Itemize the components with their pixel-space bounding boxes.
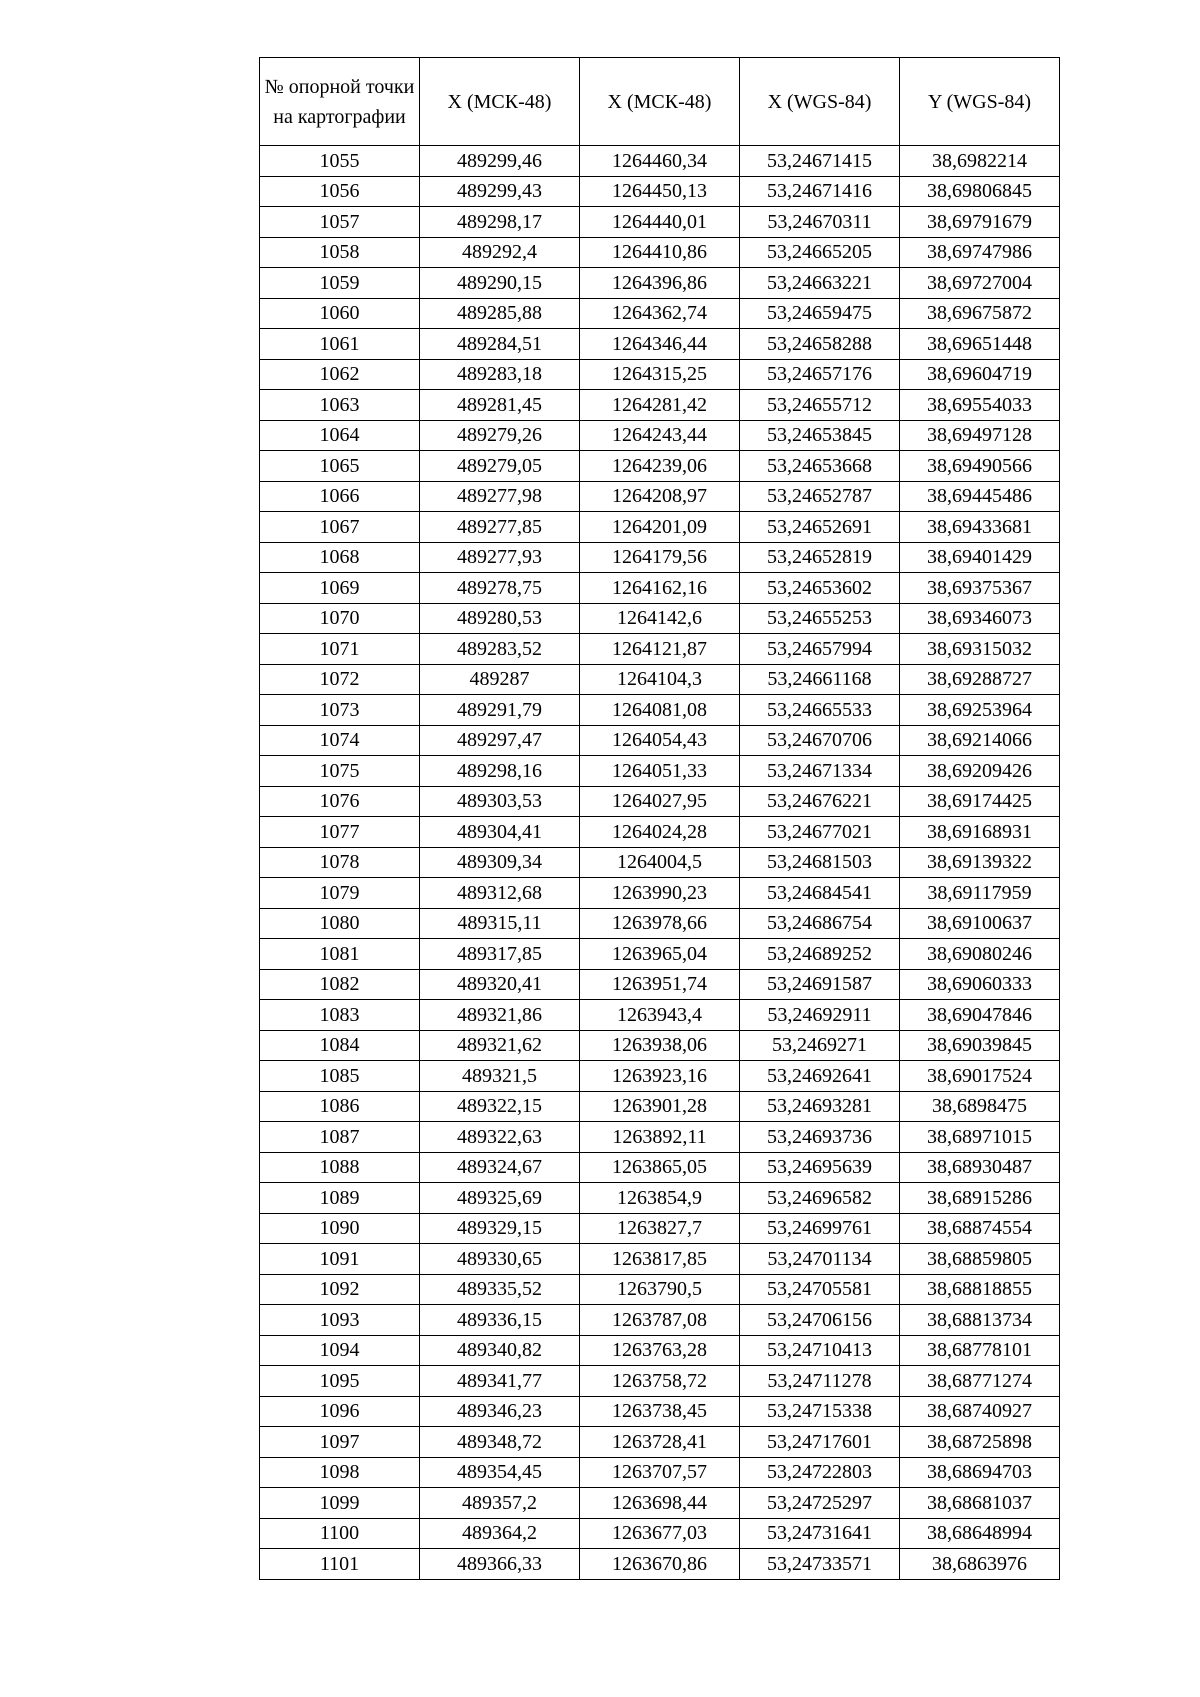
table-row xyxy=(260,1366,1060,1397)
table-row xyxy=(260,1488,1060,1519)
cell-x-msk48: 489299,43 xyxy=(420,176,580,207)
cell-x-wgs84: 53,24689252 xyxy=(740,939,900,970)
table-row xyxy=(260,1305,1060,1336)
table-row xyxy=(260,1183,1060,1214)
cell-y-wgs84: 38,69168931 xyxy=(900,817,1060,848)
cell-x-wgs84: 53,24670311 xyxy=(740,207,900,238)
table-row xyxy=(260,939,1060,970)
cell-x-wgs84: 53,24653602 xyxy=(740,573,900,604)
cell-x-msk48: 489320,41 xyxy=(420,969,580,1000)
cell-y-wgs84: 38,69174425 xyxy=(900,786,1060,817)
cell-x-wgs84: 53,24711278 xyxy=(740,1366,900,1397)
cell-y-wgs84: 38,69401429 xyxy=(900,542,1060,573)
cell-x-msk48-second: 1263677,03 xyxy=(580,1518,740,1549)
cell-x-msk48-second: 1264104,3 xyxy=(580,664,740,695)
cell-x-msk48-second: 1264239,06 xyxy=(580,451,740,482)
cell-x-msk48-second: 1264440,01 xyxy=(580,207,740,238)
cell-x-msk48-second: 1263901,28 xyxy=(580,1091,740,1122)
cell-x-wgs84: 53,24657176 xyxy=(740,359,900,390)
table-row xyxy=(260,512,1060,543)
cell-y-wgs84: 38,68915286 xyxy=(900,1183,1060,1214)
cell-x-msk48: 489341,77 xyxy=(420,1366,580,1397)
cell-x-wgs84: 53,24661168 xyxy=(740,664,900,695)
table-row xyxy=(260,786,1060,817)
cell-point-number: 1065 xyxy=(260,451,420,482)
cell-x-msk48-second: 1263951,74 xyxy=(580,969,740,1000)
cell-x-msk48: 489278,75 xyxy=(420,573,580,604)
cell-x-msk48: 489330,65 xyxy=(420,1244,580,1275)
header-x-msk48: X (МСК-48) xyxy=(420,58,580,146)
cell-y-wgs84: 38,68694703 xyxy=(900,1457,1060,1488)
cell-x-msk48: 489283,18 xyxy=(420,359,580,390)
cell-x-wgs84: 53,24652819 xyxy=(740,542,900,573)
cell-y-wgs84: 38,69100637 xyxy=(900,908,1060,939)
cell-point-number: 1093 xyxy=(260,1305,420,1336)
cell-x-msk48: 489335,52 xyxy=(420,1274,580,1305)
cell-x-wgs84: 53,24693736 xyxy=(740,1122,900,1153)
table-row xyxy=(260,329,1060,360)
table-row xyxy=(260,573,1060,604)
cell-point-number: 1098 xyxy=(260,1457,420,1488)
cell-x-wgs84: 53,24665533 xyxy=(740,695,900,726)
table-row xyxy=(260,695,1060,726)
cell-x-wgs84: 53,24701134 xyxy=(740,1244,900,1275)
table-row xyxy=(260,725,1060,756)
cell-y-wgs84: 38,69117959 xyxy=(900,878,1060,909)
cell-x-msk48: 489322,15 xyxy=(420,1091,580,1122)
header-point-number: № опорной точки на картографии xyxy=(260,58,420,146)
cell-x-msk48-second: 1264004,5 xyxy=(580,847,740,878)
cell-x-wgs84: 53,24653845 xyxy=(740,420,900,451)
cell-x-msk48: 489348,72 xyxy=(420,1427,580,1458)
cell-x-wgs84: 53,24686754 xyxy=(740,908,900,939)
cell-x-msk48: 489321,5 xyxy=(420,1061,580,1092)
table-row xyxy=(260,1061,1060,1092)
cell-x-wgs84: 53,24691587 xyxy=(740,969,900,1000)
cell-point-number: 1090 xyxy=(260,1213,420,1244)
cell-x-msk48: 489364,2 xyxy=(420,1518,580,1549)
cell-y-wgs84: 38,69497128 xyxy=(900,420,1060,451)
cell-x-msk48: 489309,34 xyxy=(420,847,580,878)
cell-y-wgs84: 38,68648994 xyxy=(900,1518,1060,1549)
cell-x-msk48-second: 1264081,08 xyxy=(580,695,740,726)
cell-x-msk48: 489317,85 xyxy=(420,939,580,970)
table-row xyxy=(260,542,1060,573)
cell-point-number: 1086 xyxy=(260,1091,420,1122)
cell-point-number: 1067 xyxy=(260,512,420,543)
cell-y-wgs84: 38,69214066 xyxy=(900,725,1060,756)
cell-x-wgs84: 53,24731641 xyxy=(740,1518,900,1549)
cell-x-msk48: 489354,45 xyxy=(420,1457,580,1488)
cell-x-msk48-second: 1263943,4 xyxy=(580,1000,740,1031)
cell-y-wgs84: 38,6863976 xyxy=(900,1549,1060,1580)
cell-point-number: 1101 xyxy=(260,1549,420,1580)
cell-x-msk48-second: 1263763,28 xyxy=(580,1335,740,1366)
cell-x-msk48-second: 1263728,41 xyxy=(580,1427,740,1458)
cell-x-msk48: 489322,63 xyxy=(420,1122,580,1153)
cell-x-wgs84: 53,24681503 xyxy=(740,847,900,878)
cell-point-number: 1082 xyxy=(260,969,420,1000)
cell-y-wgs84: 38,69080246 xyxy=(900,939,1060,970)
cell-x-msk48-second: 1263817,85 xyxy=(580,1244,740,1275)
cell-point-number: 1099 xyxy=(260,1488,420,1519)
cell-x-wgs84: 53,24652787 xyxy=(740,481,900,512)
table-row xyxy=(260,1244,1060,1275)
cell-x-msk48: 489340,82 xyxy=(420,1335,580,1366)
cell-y-wgs84: 38,68740927 xyxy=(900,1396,1060,1427)
cell-x-msk48-second: 1264054,43 xyxy=(580,725,740,756)
cell-x-msk48: 489329,15 xyxy=(420,1213,580,1244)
table-row xyxy=(260,390,1060,421)
cell-x-msk48-second: 1263892,11 xyxy=(580,1122,740,1153)
cell-x-msk48-second: 1264024,28 xyxy=(580,817,740,848)
cell-y-wgs84: 38,69039845 xyxy=(900,1030,1060,1061)
cell-point-number: 1056 xyxy=(260,176,420,207)
cell-x-msk48: 489366,33 xyxy=(420,1549,580,1580)
table-row xyxy=(260,298,1060,329)
cell-x-msk48-second: 1264346,44 xyxy=(580,329,740,360)
cell-x-msk48: 489277,93 xyxy=(420,542,580,573)
cell-x-msk48-second: 1264121,87 xyxy=(580,634,740,665)
cell-x-msk48-second: 1264201,09 xyxy=(580,512,740,543)
cell-x-msk48-second: 1263978,66 xyxy=(580,908,740,939)
table-row xyxy=(260,1091,1060,1122)
cell-x-wgs84: 53,24710413 xyxy=(740,1335,900,1366)
cell-y-wgs84: 38,69791679 xyxy=(900,207,1060,238)
cell-y-wgs84: 38,69747986 xyxy=(900,237,1060,268)
cell-x-wgs84: 53,24692911 xyxy=(740,1000,900,1031)
cell-x-msk48: 489277,85 xyxy=(420,512,580,543)
table-row xyxy=(260,969,1060,1000)
cell-x-msk48: 489290,15 xyxy=(420,268,580,299)
cell-x-msk48: 489304,41 xyxy=(420,817,580,848)
cell-y-wgs84: 38,69445486 xyxy=(900,481,1060,512)
cell-x-msk48-second: 1263707,57 xyxy=(580,1457,740,1488)
cell-y-wgs84: 38,69060333 xyxy=(900,969,1060,1000)
cell-x-msk48-second: 1264208,97 xyxy=(580,481,740,512)
cell-x-wgs84: 53,24653668 xyxy=(740,451,900,482)
cell-x-wgs84: 53,24706156 xyxy=(740,1305,900,1336)
header-y-wgs84: Y (WGS-84) xyxy=(900,58,1060,146)
cell-point-number: 1084 xyxy=(260,1030,420,1061)
cell-x-msk48: 489279,26 xyxy=(420,420,580,451)
cell-x-msk48-second: 1263698,44 xyxy=(580,1488,740,1519)
cell-point-number: 1077 xyxy=(260,817,420,848)
table-row xyxy=(260,1396,1060,1427)
cell-x-msk48: 489336,15 xyxy=(420,1305,580,1336)
cell-point-number: 1076 xyxy=(260,786,420,817)
cell-x-msk48: 489299,46 xyxy=(420,146,580,177)
cell-x-msk48: 489303,53 xyxy=(420,786,580,817)
cell-point-number: 1064 xyxy=(260,420,420,451)
cell-x-wgs84: 53,24699761 xyxy=(740,1213,900,1244)
cell-point-number: 1070 xyxy=(260,603,420,634)
cell-point-number: 1089 xyxy=(260,1183,420,1214)
cell-x-msk48-second: 1264243,44 xyxy=(580,420,740,451)
cell-point-number: 1085 xyxy=(260,1061,420,1092)
cell-point-number: 1071 xyxy=(260,634,420,665)
cell-x-msk48: 489346,23 xyxy=(420,1396,580,1427)
cell-point-number: 1059 xyxy=(260,268,420,299)
cell-point-number: 1075 xyxy=(260,756,420,787)
cell-x-msk48: 489279,05 xyxy=(420,451,580,482)
cell-x-wgs84: 53,24676221 xyxy=(740,786,900,817)
cell-x-msk48-second: 1264281,42 xyxy=(580,390,740,421)
table-row xyxy=(260,1122,1060,1153)
cell-x-wgs84: 53,2469271 xyxy=(740,1030,900,1061)
cell-x-msk48: 489283,52 xyxy=(420,634,580,665)
cell-x-wgs84: 53,24670706 xyxy=(740,725,900,756)
cell-y-wgs84: 38,69346073 xyxy=(900,603,1060,634)
cell-x-msk48-second: 1264051,33 xyxy=(580,756,740,787)
cell-x-msk48: 489298,17 xyxy=(420,207,580,238)
cell-point-number: 1092 xyxy=(260,1274,420,1305)
cell-point-number: 1095 xyxy=(260,1366,420,1397)
table-row xyxy=(260,1213,1060,1244)
cell-point-number: 1062 xyxy=(260,359,420,390)
cell-y-wgs84: 38,6982214 xyxy=(900,146,1060,177)
table-row xyxy=(260,1000,1060,1031)
cell-x-msk48-second: 1264142,6 xyxy=(580,603,740,634)
cell-x-wgs84: 53,24657994 xyxy=(740,634,900,665)
cell-x-wgs84: 53,24671415 xyxy=(740,146,900,177)
cell-x-msk48-second: 1263758,72 xyxy=(580,1366,740,1397)
cell-x-wgs84: 53,24658288 xyxy=(740,329,900,360)
cell-y-wgs84: 38,69288727 xyxy=(900,664,1060,695)
table-row xyxy=(260,1518,1060,1549)
cell-x-msk48-second: 1263790,5 xyxy=(580,1274,740,1305)
cell-x-msk48: 489281,45 xyxy=(420,390,580,421)
table-row xyxy=(260,237,1060,268)
cell-x-msk48-second: 1263827,7 xyxy=(580,1213,740,1244)
cell-x-wgs84: 53,24705581 xyxy=(740,1274,900,1305)
cell-point-number: 1061 xyxy=(260,329,420,360)
cell-x-msk48: 489325,69 xyxy=(420,1183,580,1214)
cell-y-wgs84: 38,69651448 xyxy=(900,329,1060,360)
cell-point-number: 1100 xyxy=(260,1518,420,1549)
cell-y-wgs84: 38,69806845 xyxy=(900,176,1060,207)
table-row xyxy=(260,207,1060,238)
table-row xyxy=(260,1457,1060,1488)
table-row xyxy=(260,1335,1060,1366)
coordinates-table xyxy=(259,57,1060,1580)
cell-x-msk48-second: 1263738,45 xyxy=(580,1396,740,1427)
cell-x-msk48-second: 1264460,34 xyxy=(580,146,740,177)
cell-point-number: 1069 xyxy=(260,573,420,604)
cell-x-msk48: 489357,2 xyxy=(420,1488,580,1519)
cell-point-number: 1073 xyxy=(260,695,420,726)
cell-point-number: 1066 xyxy=(260,481,420,512)
cell-y-wgs84: 38,68725898 xyxy=(900,1427,1060,1458)
cell-x-wgs84: 53,24695639 xyxy=(740,1152,900,1183)
table-row xyxy=(260,664,1060,695)
cell-y-wgs84: 38,69727004 xyxy=(900,268,1060,299)
cell-x-msk48: 489324,67 xyxy=(420,1152,580,1183)
cell-x-wgs84: 53,24659475 xyxy=(740,298,900,329)
table-row xyxy=(260,634,1060,665)
cell-x-wgs84: 53,24692641 xyxy=(740,1061,900,1092)
table-header xyxy=(260,58,1060,146)
cell-y-wgs84: 38,69047846 xyxy=(900,1000,1060,1031)
cell-x-msk48: 489280,53 xyxy=(420,603,580,634)
table-body xyxy=(260,146,1060,1580)
cell-point-number: 1080 xyxy=(260,908,420,939)
cell-x-msk48: 489315,11 xyxy=(420,908,580,939)
cell-x-msk48-second: 1263865,05 xyxy=(580,1152,740,1183)
cell-point-number: 1063 xyxy=(260,390,420,421)
cell-y-wgs84: 38,69017524 xyxy=(900,1061,1060,1092)
cell-point-number: 1074 xyxy=(260,725,420,756)
table-row xyxy=(260,1274,1060,1305)
table-row xyxy=(260,1427,1060,1458)
cell-y-wgs84: 38,6898475 xyxy=(900,1091,1060,1122)
table-row xyxy=(260,817,1060,848)
table-row xyxy=(260,908,1060,939)
table-row xyxy=(260,847,1060,878)
cell-y-wgs84: 38,69139322 xyxy=(900,847,1060,878)
cell-y-wgs84: 38,69604719 xyxy=(900,359,1060,390)
cell-x-msk48-second: 1264410,86 xyxy=(580,237,740,268)
cell-x-msk48: 489321,62 xyxy=(420,1030,580,1061)
cell-x-wgs84: 53,24652691 xyxy=(740,512,900,543)
cell-x-wgs84: 53,24717601 xyxy=(740,1427,900,1458)
table-row xyxy=(260,603,1060,634)
cell-y-wgs84: 38,69209426 xyxy=(900,756,1060,787)
table-row xyxy=(260,1549,1060,1580)
table-row xyxy=(260,176,1060,207)
cell-x-wgs84: 53,24671416 xyxy=(740,176,900,207)
cell-x-wgs84: 53,24715338 xyxy=(740,1396,900,1427)
cell-y-wgs84: 38,68771274 xyxy=(900,1366,1060,1397)
cell-x-msk48: 489298,16 xyxy=(420,756,580,787)
cell-x-msk48-second: 1264396,86 xyxy=(580,268,740,299)
cell-x-wgs84: 53,24663221 xyxy=(740,268,900,299)
cell-x-wgs84: 53,24655253 xyxy=(740,603,900,634)
cell-x-msk48: 489321,86 xyxy=(420,1000,580,1031)
cell-x-msk48: 489277,98 xyxy=(420,481,580,512)
cell-point-number: 1068 xyxy=(260,542,420,573)
cell-y-wgs84: 38,69315032 xyxy=(900,634,1060,665)
cell-point-number: 1094 xyxy=(260,1335,420,1366)
table-row xyxy=(260,481,1060,512)
cell-y-wgs84: 38,68813734 xyxy=(900,1305,1060,1336)
cell-x-wgs84: 53,24693281 xyxy=(740,1091,900,1122)
header-row xyxy=(260,58,1060,146)
cell-point-number: 1081 xyxy=(260,939,420,970)
cell-x-msk48-second: 1264315,25 xyxy=(580,359,740,390)
cell-point-number: 1079 xyxy=(260,878,420,909)
cell-y-wgs84: 38,68971015 xyxy=(900,1122,1060,1153)
cell-y-wgs84: 38,69253964 xyxy=(900,695,1060,726)
cell-x-msk48: 489292,4 xyxy=(420,237,580,268)
cell-x-msk48-second: 1263990,23 xyxy=(580,878,740,909)
cell-x-wgs84: 53,24677021 xyxy=(740,817,900,848)
cell-x-wgs84: 53,24671334 xyxy=(740,756,900,787)
cell-x-msk48-second: 1263787,08 xyxy=(580,1305,740,1336)
cell-y-wgs84: 38,68778101 xyxy=(900,1335,1060,1366)
cell-x-wgs84: 53,24696582 xyxy=(740,1183,900,1214)
cell-x-msk48-second: 1264362,74 xyxy=(580,298,740,329)
cell-x-wgs84: 53,24733571 xyxy=(740,1549,900,1580)
cell-x-msk48: 489297,47 xyxy=(420,725,580,756)
cell-point-number: 1055 xyxy=(260,146,420,177)
cell-x-msk48: 489312,68 xyxy=(420,878,580,909)
cell-x-wgs84: 53,24684541 xyxy=(740,878,900,909)
cell-point-number: 1087 xyxy=(260,1122,420,1153)
cell-y-wgs84: 38,69490566 xyxy=(900,451,1060,482)
cell-x-msk48-second: 1263938,06 xyxy=(580,1030,740,1061)
cell-x-msk48-second: 1264027,95 xyxy=(580,786,740,817)
header-x-wgs84: X (WGS-84) xyxy=(740,58,900,146)
cell-x-msk48: 489291,79 xyxy=(420,695,580,726)
cell-point-number: 1088 xyxy=(260,1152,420,1183)
cell-point-number: 1097 xyxy=(260,1427,420,1458)
table-row xyxy=(260,1152,1060,1183)
table-row xyxy=(260,268,1060,299)
cell-x-msk48-second: 1263670,86 xyxy=(580,1549,740,1580)
cell-y-wgs84: 38,68874554 xyxy=(900,1213,1060,1244)
cell-y-wgs84: 38,69554033 xyxy=(900,390,1060,421)
table-row xyxy=(260,359,1060,390)
table-row xyxy=(260,146,1060,177)
cell-x-msk48-second: 1263965,04 xyxy=(580,939,740,970)
cell-x-msk48: 489284,51 xyxy=(420,329,580,360)
cell-point-number: 1083 xyxy=(260,1000,420,1031)
cell-y-wgs84: 38,68930487 xyxy=(900,1152,1060,1183)
table-row xyxy=(260,756,1060,787)
cell-point-number: 1091 xyxy=(260,1244,420,1275)
cell-point-number: 1078 xyxy=(260,847,420,878)
cell-x-msk48: 489285,88 xyxy=(420,298,580,329)
cell-point-number: 1058 xyxy=(260,237,420,268)
cell-y-wgs84: 38,69375367 xyxy=(900,573,1060,604)
cell-x-wgs84: 53,24665205 xyxy=(740,237,900,268)
cell-x-wgs84: 53,24725297 xyxy=(740,1488,900,1519)
cell-point-number: 1096 xyxy=(260,1396,420,1427)
cell-x-wgs84: 53,24655712 xyxy=(740,390,900,421)
cell-x-msk48-second: 1263854,9 xyxy=(580,1183,740,1214)
cell-x-wgs84: 53,24722803 xyxy=(740,1457,900,1488)
cell-y-wgs84: 38,68681037 xyxy=(900,1488,1060,1519)
cell-point-number: 1060 xyxy=(260,298,420,329)
cell-x-msk48-second: 1264162,16 xyxy=(580,573,740,604)
cell-x-msk48: 489287 xyxy=(420,664,580,695)
cell-x-msk48-second: 1263923,16 xyxy=(580,1061,740,1092)
cell-x-msk48-second: 1264450,13 xyxy=(580,176,740,207)
cell-y-wgs84: 38,68859805 xyxy=(900,1244,1060,1275)
cell-y-wgs84: 38,69675872 xyxy=(900,298,1060,329)
cell-x-msk48-second: 1264179,56 xyxy=(580,542,740,573)
table-row xyxy=(260,878,1060,909)
header-x-msk48-second: X (МСК-48) xyxy=(580,58,740,146)
table-row xyxy=(260,451,1060,482)
cell-point-number: 1072 xyxy=(260,664,420,695)
table-row xyxy=(260,1030,1060,1061)
cell-y-wgs84: 38,68818855 xyxy=(900,1274,1060,1305)
cell-point-number: 1057 xyxy=(260,207,420,238)
table-row xyxy=(260,420,1060,451)
cell-y-wgs84: 38,69433681 xyxy=(900,512,1060,543)
